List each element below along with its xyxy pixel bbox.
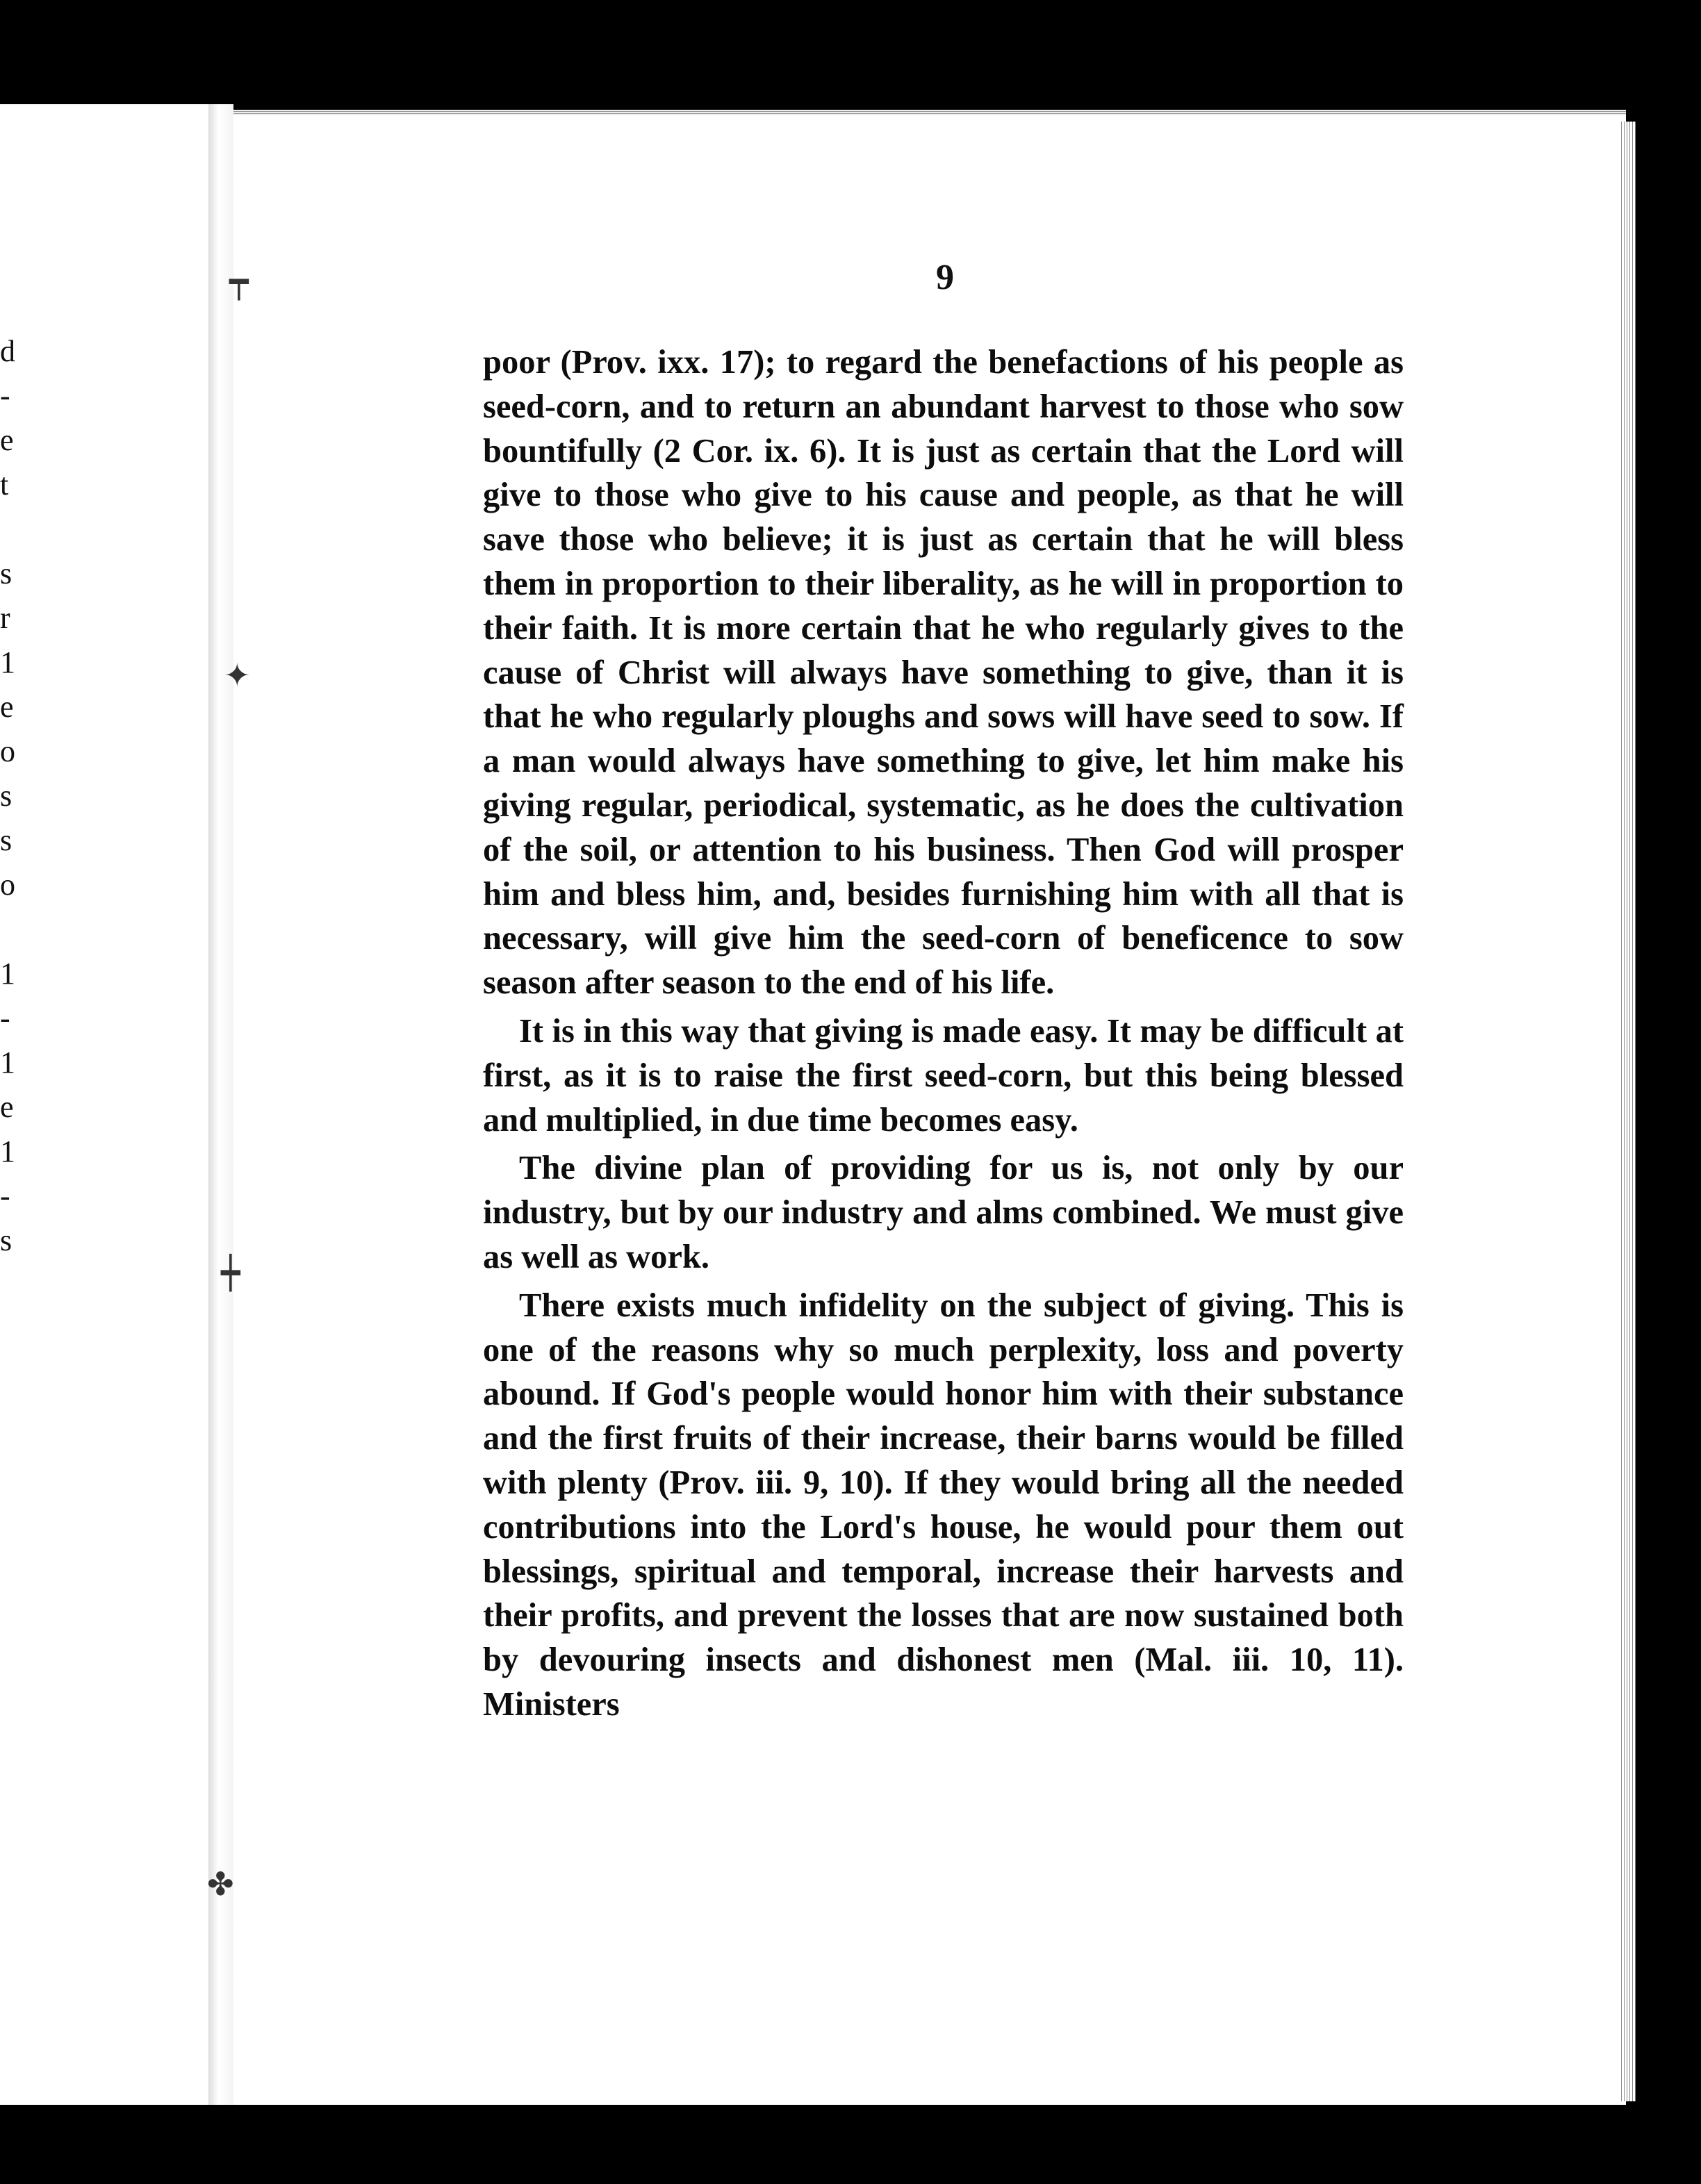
left-fragment: e [0,423,14,457]
left-fragment: o [0,868,15,902]
left-fragment: 1 [0,645,15,679]
left-fragment [0,511,28,556]
page-edges [1619,122,1636,2101]
left-fragment: o [0,734,15,768]
left-fragment: s [0,1223,13,1257]
page-number: 9 [936,258,954,297]
left-fragment: e [0,1090,14,1124]
left-fragment: - [0,1179,10,1213]
left-fragment: d [0,334,15,368]
paragraph: The divine plan of providing for us is, not only by our industry, but by our industry and alms combined. We must give as well as work. [483,1150,1404,1275]
left-fragment: 1 [0,1134,15,1168]
left-fragment: s [0,823,13,857]
left-page [0,104,215,2105]
left-fragment: 1 [0,957,15,991]
left-fragment: s [0,779,13,813]
body-text [483,340,1404,1727]
paragraph: poor (Prov. ixx. 17); to regard the benefactions of his people as seed-corn, and to return an abundant harvest to those who sow bountifully (2 Cor. ix. 6). It is just as certain that the Lord will give to those who give to his cause and people, as that he will save those who believe; it is just as certain that he will bless them in proportion to their liberality, as he will in proportion to their faith. It is more certain that he who regularly gives to the cause of Christ will always have something to give, than it is that he who regularly ploughs and sows will have seed to sow. If a man would always have something to give, let him make his giving regular, periodical, systematic, as he does the cultivation of the soil, or attention to his business. Then God will prosper him and bless him, and, besides furnishing him with all that is necessary, will give him the seed-corn of beneficence to sow season after season to the end of his life. [483,344,1404,1002]
left-fragment: e [0,690,14,724]
paragraph: There exists much infidelity on the subject of giving. This is one of the reasons why so much perplexity, loss and poverty abound. If God's people would honor him with their substance and the first fruits of their increase, their barns would be filled with plenty (Prov. iii. 9, 10). If they would bring all the needed contributions into the Lord's house, he would pour them out blessings, spiritual and temporal, increase their harvests and their profits, and prevent the losses that are now sustained both by devouring insects and dishonest men (Mal. iii. 10, 11). Ministers [483,1287,1404,1723]
book-spine [208,104,233,2105]
left-fragment: t [0,468,9,502]
page-top-edge [215,110,1626,115]
paragraph: It is in this way that giving is made easy. It may be difficult at first, as it is to raise the first seed-corn, but this being blessed and multiplied, in due time becomes easy. [483,1012,1404,1139]
left-fragment: r [0,601,10,635]
left-fragment: s [0,556,13,590]
stitch-mark: ✦ [224,656,251,694]
stitch-mark: ✤ [207,1865,234,1903]
left-fragment [0,911,28,956]
left-fragment: - [0,1001,10,1035]
stitch-mark: ┯ [229,263,249,300]
left-page-text-fragments [0,333,28,1267]
left-fragment: - [0,379,10,413]
stitch-mark: ┿ [221,1254,240,1291]
left-fragment: 1 [0,1045,15,1079]
